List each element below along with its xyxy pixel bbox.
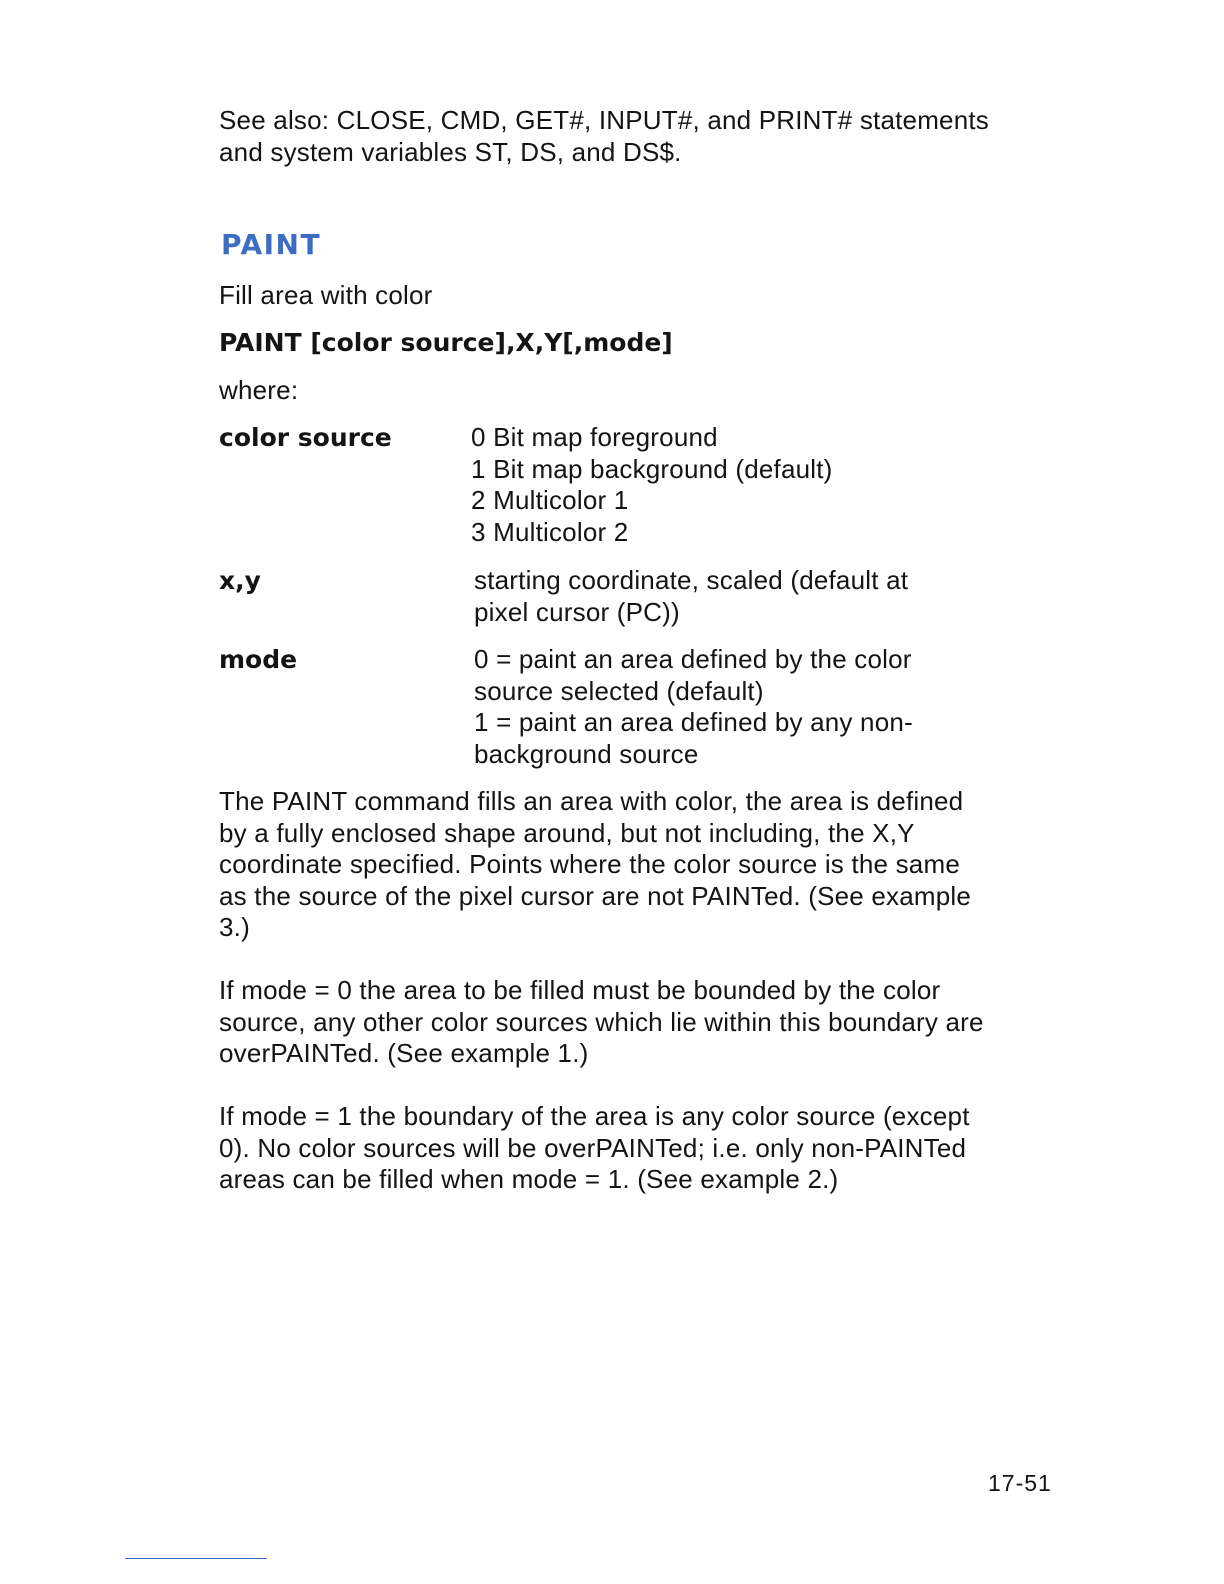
definition-line: 0 Bit map foreground	[471, 422, 718, 452]
parameter-term-color-source: color source	[219, 423, 392, 452]
paragraph-line: as the source of the pixel cursor are not PAINTed. (See example	[219, 880, 972, 911]
definition-line: 1 = paint an area defined by any non-	[474, 707, 913, 737]
paragraph-line: 3.)	[219, 912, 250, 942]
where-label: where:	[219, 375, 299, 405]
parameter-term-xy: x,y	[219, 566, 261, 595]
definition-line: starting coordinate, scaled (default at	[474, 565, 909, 595]
definition-line: 1 Bit map background (default)	[471, 453, 833, 484]
paragraph-line: The PAINT command fills an area with color, the area is defined	[219, 786, 964, 816]
see-also-line: and system variables ST, DS, and DS$.	[219, 136, 682, 167]
parameter-definition-color-source	[471, 422, 833, 548]
definition-line: 0 = paint an area defined by the color	[474, 644, 912, 674]
paragraph-line: by a fully enclosed shape around, but not including, the X,Y	[219, 817, 915, 848]
body-paragraph	[219, 1101, 970, 1196]
body-paragraph	[219, 975, 984, 1070]
paragraph-line: coordinate specified. Points where the color source is the same	[219, 849, 960, 879]
section-heading: PAINT	[221, 228, 322, 261]
section-subtitle: Fill area with color	[219, 280, 433, 310]
definition-line: 2 Multicolor 1	[471, 485, 629, 515]
see-also-line: See also: CLOSE, CMD, GET#, INPUT#, and PRINT# statements	[219, 105, 989, 135]
definition-line: background source	[474, 738, 699, 769]
paragraph-line: If mode = 1 the boundary of the area is any color source (except	[219, 1101, 970, 1131]
paragraph-line: overPAINTed. (See example 1.)	[219, 1038, 589, 1068]
definition-line: 3 Multicolor 2	[471, 516, 629, 547]
see-also-note	[219, 105, 989, 168]
definition-line: source selected (default)	[474, 675, 764, 706]
parameter-term-mode: mode	[219, 645, 298, 674]
bottom-divider	[125, 1558, 267, 1559]
body-paragraph	[219, 786, 971, 944]
page-number: 17-51	[988, 1470, 1052, 1496]
definition-line: pixel cursor (PC))	[474, 596, 680, 627]
paragraph-line: 0). No color sources will be overPAINTed; i.e. only non-PAINTed	[219, 1132, 967, 1163]
paragraph-line: source, any other color sources which lie within this boundary are	[219, 1006, 984, 1037]
command-syntax: PAINT [color source],X,Y[,mode]	[219, 328, 673, 357]
paragraph-line: areas can be filled when mode = 1. (See example 2.)	[219, 1164, 839, 1194]
parameter-definition-xy	[474, 565, 908, 628]
parameter-definition-mode	[474, 644, 913, 770]
paragraph-line: If mode = 0 the area to be filled must be bounded by the color	[219, 975, 941, 1005]
